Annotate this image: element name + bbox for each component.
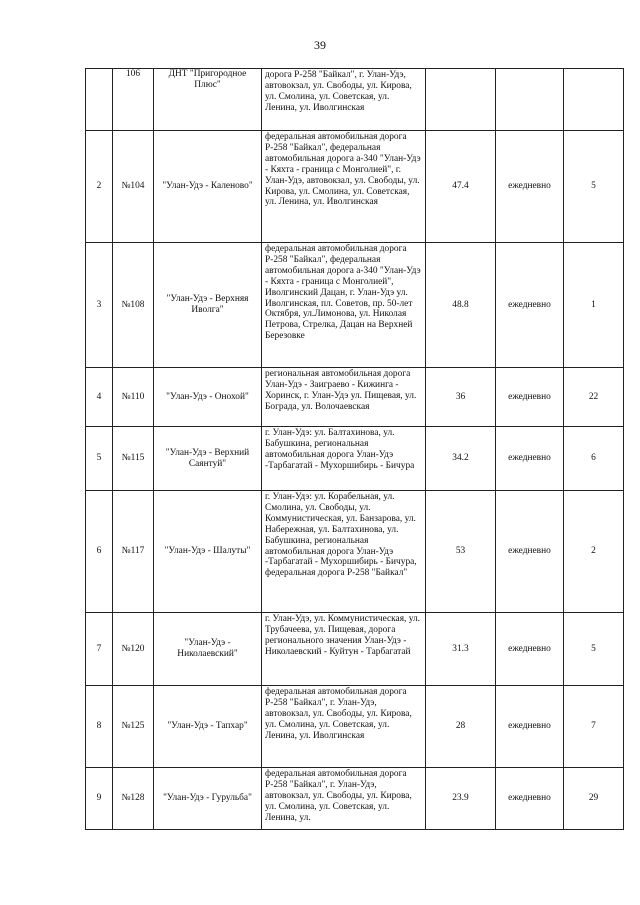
route-length-cell: 31.3 bbox=[426, 613, 496, 686]
trip-count-cell: 5 bbox=[564, 613, 624, 686]
route-length-cell bbox=[426, 69, 496, 131]
route-schedule-cell: ежедневно bbox=[496, 768, 564, 830]
route-code-cell: №108 bbox=[113, 243, 154, 368]
route-schedule-cell: ежедневно bbox=[496, 491, 564, 613]
table-row bbox=[86, 427, 624, 491]
row-number-cell: 4 bbox=[86, 368, 113, 427]
trip-count-cell: 2 bbox=[564, 491, 624, 613]
route-path-cell: г. Улан-Удэ: ул. Корабельная, ул. Смолина, ул. Свободы, ул. Коммунистическая, ул. Банзарова, ул. Набережная, ул. Балтахинова, ул. Бабушкина, региональная автомобильная дорога Улан-Удэ -Тарбагатай - Мухоршибирь - Бичура, федеральная дорога Р-258 "Байкал" bbox=[262, 491, 426, 613]
route-path-cell: федеральная автомобильная дорога Р-258 "Байкал", г. Улан-Удэ, автовокзал, ул. Свободы, ул. Кирова, ул. Смолина, ул. Советская, ул. Ленина, ул. bbox=[262, 768, 426, 830]
route-name-cell: ДНТ "Пригородное Плюс" bbox=[154, 69, 262, 131]
route-code-cell: №110 bbox=[113, 368, 154, 427]
route-length-cell: 28 bbox=[426, 686, 496, 768]
trip-count-cell bbox=[564, 69, 624, 131]
trip-count-cell: 5 bbox=[564, 131, 624, 243]
trip-count-cell: 29 bbox=[564, 768, 624, 830]
route-name-cell: "Улан-Удэ - Каленово" bbox=[154, 131, 262, 243]
route-name-cell: "Улан-Удэ - Гурульба" bbox=[154, 768, 262, 830]
route-code-cell: №120 bbox=[113, 613, 154, 686]
route-path-cell: региональная автомобильная дорога Улан-Удэ - Заиграево - Кижинга - Хоринск, г. Улан-Удэ ул. Пищевая, ул. Бограда, ул. Волочаевская bbox=[262, 368, 426, 427]
row-number-cell: 8 bbox=[86, 686, 113, 768]
route-length-cell: 34.2 bbox=[426, 427, 496, 491]
route-path-cell: дорога Р-258 "Байкал", г. Улан-Удэ, автовокзал, ул. Свободы, ул. Кирова, ул. Смолина, ул. Советская, ул. Ленина, ул. Иволгинская bbox=[262, 69, 426, 131]
row-number-cell: 5 bbox=[86, 427, 113, 491]
route-code-cell: №128 bbox=[113, 768, 154, 830]
table-row bbox=[86, 243, 624, 368]
route-schedule-cell: ежедневно bbox=[496, 243, 564, 368]
route-path-cell: г. Улан-Удэ: ул. Балтахинова, ул. Бабушкина, региональная автомобильная дорога Улан-Удэ -Тарбагатай - Мухоршибирь - Бичура bbox=[262, 427, 426, 491]
route-path-cell: федеральная автомобильная дорога Р-258 "Байкал", федеральная автомобильная дорога а-340 "Улан-Удэ - Кяхта - граница с Монголией", г. Улан-Удэ, автовокзал, ул. Свободы, ул. Кирова, ул. Смолина, ул. Советская, ул. Ленина, ул. Иволгинская bbox=[262, 131, 426, 243]
route-length-cell: 36 bbox=[426, 368, 496, 427]
route-code-cell: №125 bbox=[113, 686, 154, 768]
route-code-cell: №115 bbox=[113, 427, 154, 491]
route-length-cell: 48.8 bbox=[426, 243, 496, 368]
route-schedule-cell: ежедневно bbox=[496, 368, 564, 427]
route-name-cell: "Улан-Удэ - Шалуты" bbox=[154, 491, 262, 613]
table-row bbox=[86, 768, 624, 830]
route-name-cell: "Улан-Удэ - Верхняя Иволга" bbox=[154, 243, 262, 368]
table-row bbox=[86, 69, 624, 131]
row-number-cell: 7 bbox=[86, 613, 113, 686]
row-number-cell: 6 bbox=[86, 491, 113, 613]
route-length-cell: 47.4 bbox=[426, 131, 496, 243]
route-schedule-cell: ежедневно bbox=[496, 427, 564, 491]
row-number-cell bbox=[86, 69, 113, 131]
trip-count-cell: 7 bbox=[564, 686, 624, 768]
table-row bbox=[86, 131, 624, 243]
trip-count-cell: 6 bbox=[564, 427, 624, 491]
route-schedule-cell bbox=[496, 69, 564, 131]
row-number-cell: 3 bbox=[86, 243, 113, 368]
route-code-cell: 106 bbox=[113, 69, 154, 131]
route-name-cell: "Улан-Удэ - Верхний Саянтуй" bbox=[154, 427, 262, 491]
route-schedule-cell: ежедневно bbox=[496, 686, 564, 768]
route-schedule-cell: ежедневно bbox=[496, 131, 564, 243]
route-path-cell: федеральная автомобильная дорога Р-258 "Байкал", федеральная автомобильная дорога а-340 "Улан-Удэ - Кяхта - граница с Монголией", Иволгинский Дацан, г. Улан-Удэ ул. Иволгинская, пл. Советов, пр. 50-лет Октября, ул.Лимонова, ул. Николая Петрова, Стрелка, Дацан на Верхней Березовке bbox=[262, 243, 426, 368]
route-code-cell: №104 bbox=[113, 131, 154, 243]
trip-count-cell: 22 bbox=[564, 368, 624, 427]
page-number: 39 bbox=[314, 38, 326, 52]
route-code-cell: №117 bbox=[113, 491, 154, 613]
route-length-cell: 53 bbox=[426, 491, 496, 613]
route-path-cell: федеральная автомобильная дорога Р-258 "Байкал", г. Улан-Удэ, автовокзал, ул. Свободы, ул. Кирова, ул. Смолина, ул. Советская, ул. Ленина, ул. Иволгинская bbox=[262, 686, 426, 768]
route-name-cell: "Улан-Удэ - Николаевский" bbox=[154, 613, 262, 686]
table-row bbox=[86, 613, 624, 686]
route-name-cell: "Улан-Удэ - Тапхар" bbox=[154, 686, 262, 768]
route-name-cell: "Улан-Удэ - Онохой" bbox=[154, 368, 262, 427]
routes-table bbox=[85, 68, 624, 830]
trip-count-cell: 1 bbox=[564, 243, 624, 368]
row-number-cell: 9 bbox=[86, 768, 113, 830]
route-path-cell: г. Улан-Удэ, ул. Коммунистическая, ул. Трубачеева, ул. Пищевая, дорога регионального значения Улан-Удэ - Николаевский - Куйтун - Тарбагатай bbox=[262, 613, 426, 686]
table-row bbox=[86, 686, 624, 768]
table-row bbox=[86, 368, 624, 427]
table-row bbox=[86, 491, 624, 613]
route-schedule-cell: ежедневно bbox=[496, 613, 564, 686]
row-number-cell: 2 bbox=[86, 131, 113, 243]
route-length-cell: 23.9 bbox=[426, 768, 496, 830]
